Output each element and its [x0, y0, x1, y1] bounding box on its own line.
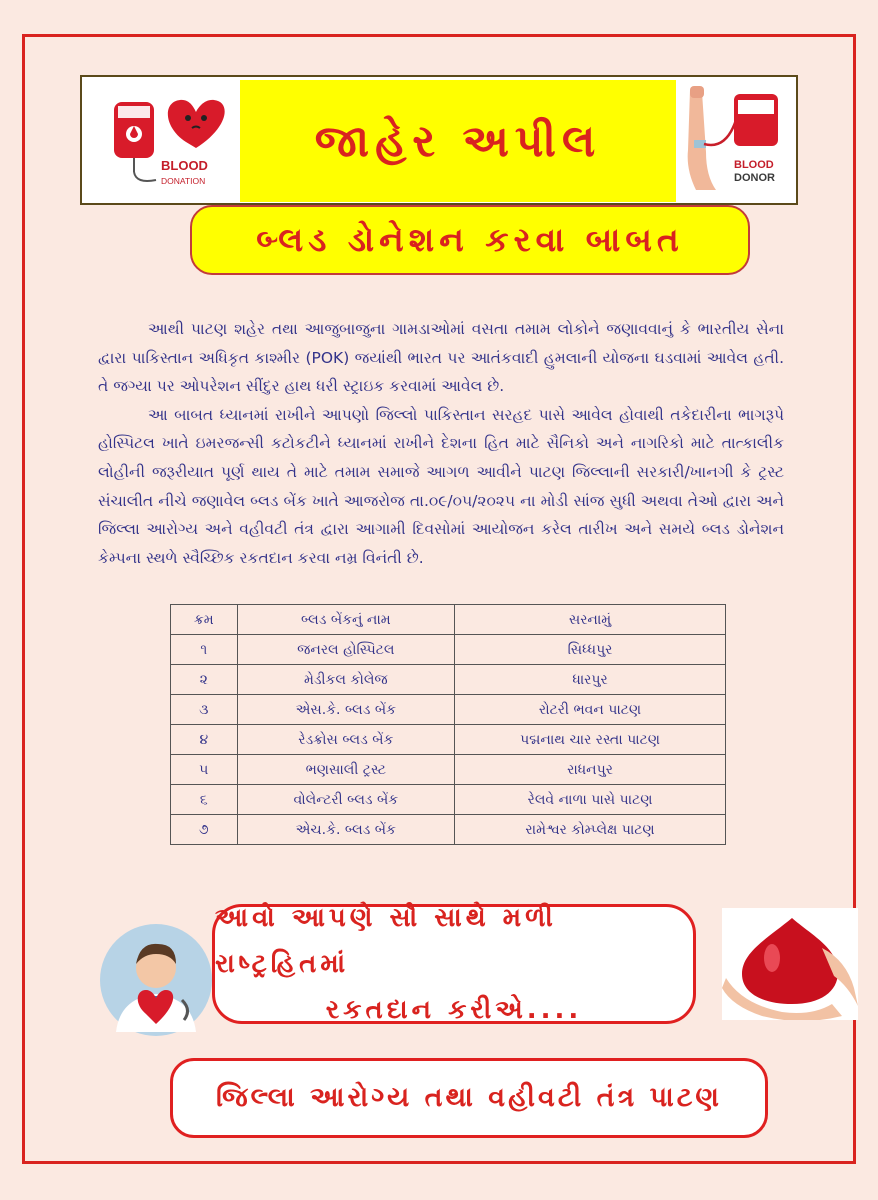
footer-authority: જિલ્લા આરોગ્ય તથા વહીવટી તંત્ર પાટણ — [216, 1082, 722, 1113]
footer-authority-box — [170, 1058, 768, 1138]
table-row — [171, 785, 726, 815]
header-serial: ક્રમ — [171, 605, 238, 635]
table-row — [171, 755, 726, 785]
doctor-icon — [96, 920, 216, 1040]
row-serial: ૧ — [171, 635, 238, 665]
row-bank-name: વોલેન્ટરી બ્લડ બેંક — [237, 785, 454, 815]
appeal-body — [98, 315, 784, 572]
call-line-1: આવો આપણે સૌ સાથે મળી રાષ્ટ્રહિતમાં — [215, 903, 557, 979]
blood-drop-hands-icon — [722, 908, 858, 1020]
row-bank-name: રેડક્રોસ બ્લડ બેંક — [237, 725, 454, 755]
subject-title: બ્લડ ડોનેશન કરવા બાબત — [256, 220, 684, 259]
blood-bank-table — [170, 604, 726, 845]
paragraph-2: આ બાબત ધ્યાનમાં રાખીને આપણો જિલ્લો પાકિસ્તાન સરહદ પાસે આવેલ હોવાથી તકેદારીના ભાગરૂપે હોસ્પિટલ ખાતે ઇમરજન્સી કટોકટીને ધ્યાનમાં રાખીને દેશના હિત માટે સૈનિકો અને નાગરિકો માટે તાત્કાલીક લોહીની જરૂરીયાત પૂર્ણ થાય તે માટે તમામ સમાજે આગળ આવીને પાટણ જિલ્લાની સરકારી/ખાનગી કે ટ્રસ્ટ સંચાલીત નીચે જણાવેલ બ્લડ બેંક ખાતે આજરોજ તા.૦૯/૦૫/૨૦૨૫ ના મોડી સાંજ સુધી અથવા તેઓ દ્વારા અને જિલ્લા આરોગ્ય અને વહીવટી તંત્ર દ્વારા આગામી દિવસોમાં આયોજન કરેલ તારીખ અને સમયે બ્લડ ડોનેશન કેમ્પના સ્થળે સ્વૈચ્છિક રકતદાન કરવા નમ્ર વિનંતી છે. — [98, 405, 784, 567]
logo-text-donor: DONOR — [734, 172, 775, 184]
row-bank-name: જનરલ હોસ્પિટલ — [237, 635, 454, 665]
row-address: ધારપુર — [455, 665, 726, 695]
row-address: રોટરી ભવન પાટણ — [455, 695, 726, 725]
row-serial: ૬ — [171, 785, 238, 815]
row-bank-name: ભણસાલી ટ્રસ્ટ — [237, 755, 454, 785]
logo-text-blood-right: BLOOD — [734, 159, 774, 171]
paragraph-1: આથી પાટણ શહેર તથા આજુબાજુના ગામડાઓમાં વસતા તમામ લોકોને જણાવવાનું કે ભારતીય સેના દ્વારા પાકિસ્તાન અધિકૃત કાશ્મીર (POK) જયાંથી ભારત પર આતંકવાદી હુમલાની યોજના ઘડવામાં આવેલ હતી. તે જગ્યા પર ઓપરેશન સીંદુર હાથ ધરી સ્ટ્રાઇક કરવામાં આવેલ છે. — [98, 320, 784, 396]
blood-bag-heart-icon — [86, 80, 238, 202]
table-row — [171, 665, 726, 695]
call-to-action-box — [212, 904, 696, 1024]
logo-text-donation: DONATION — [161, 176, 206, 186]
row-address: સિધ્ધપુર — [455, 635, 726, 665]
header-banner — [80, 75, 798, 205]
appeal-title: જાહેર અપીલ — [314, 115, 602, 167]
table-header-row — [171, 605, 726, 635]
appeal-title-box — [240, 80, 676, 202]
blood-donation-logo — [86, 80, 238, 202]
row-address: રાધનપુર — [455, 755, 726, 785]
row-address: રેલવે નાળા પાસે પાટણ — [455, 785, 726, 815]
call-line-2: રકતદાન કરીએ.... — [325, 995, 583, 1025]
table-row — [171, 815, 726, 845]
header-address: સરનામું — [455, 605, 726, 635]
subject-banner — [190, 205, 750, 275]
row-serial: ૭ — [171, 815, 238, 845]
table-row — [171, 725, 726, 755]
row-serial: ૩ — [171, 695, 238, 725]
blood-donor-logo — [676, 80, 792, 202]
row-serial: ૨ — [171, 665, 238, 695]
table-row — [171, 635, 726, 665]
row-serial: ૫ — [171, 755, 238, 785]
logo-text-blood: BLOOD — [161, 158, 208, 173]
row-address: પદ્મનાથ ચાર રસ્તા પાટણ — [455, 725, 726, 755]
row-bank-name: એચ.કે. બ્લડ બેંક — [237, 815, 454, 845]
hands-blood-drop-illustration — [722, 908, 858, 1020]
row-serial: ૪ — [171, 725, 238, 755]
row-bank-name: એસ.કે. બ્લડ બેંક — [237, 695, 454, 725]
header-bank-name: બ્લડ બેંકનું નામ — [237, 605, 454, 635]
row-bank-name: મેડીકલ કોલેજ — [237, 665, 454, 695]
row-address: રામેશ્વર કોમ્પ્લેક્ષ પાટણ — [455, 815, 726, 845]
blood-donor-arm-icon — [676, 80, 792, 202]
table-row — [171, 695, 726, 725]
doctor-illustration — [96, 920, 216, 1040]
